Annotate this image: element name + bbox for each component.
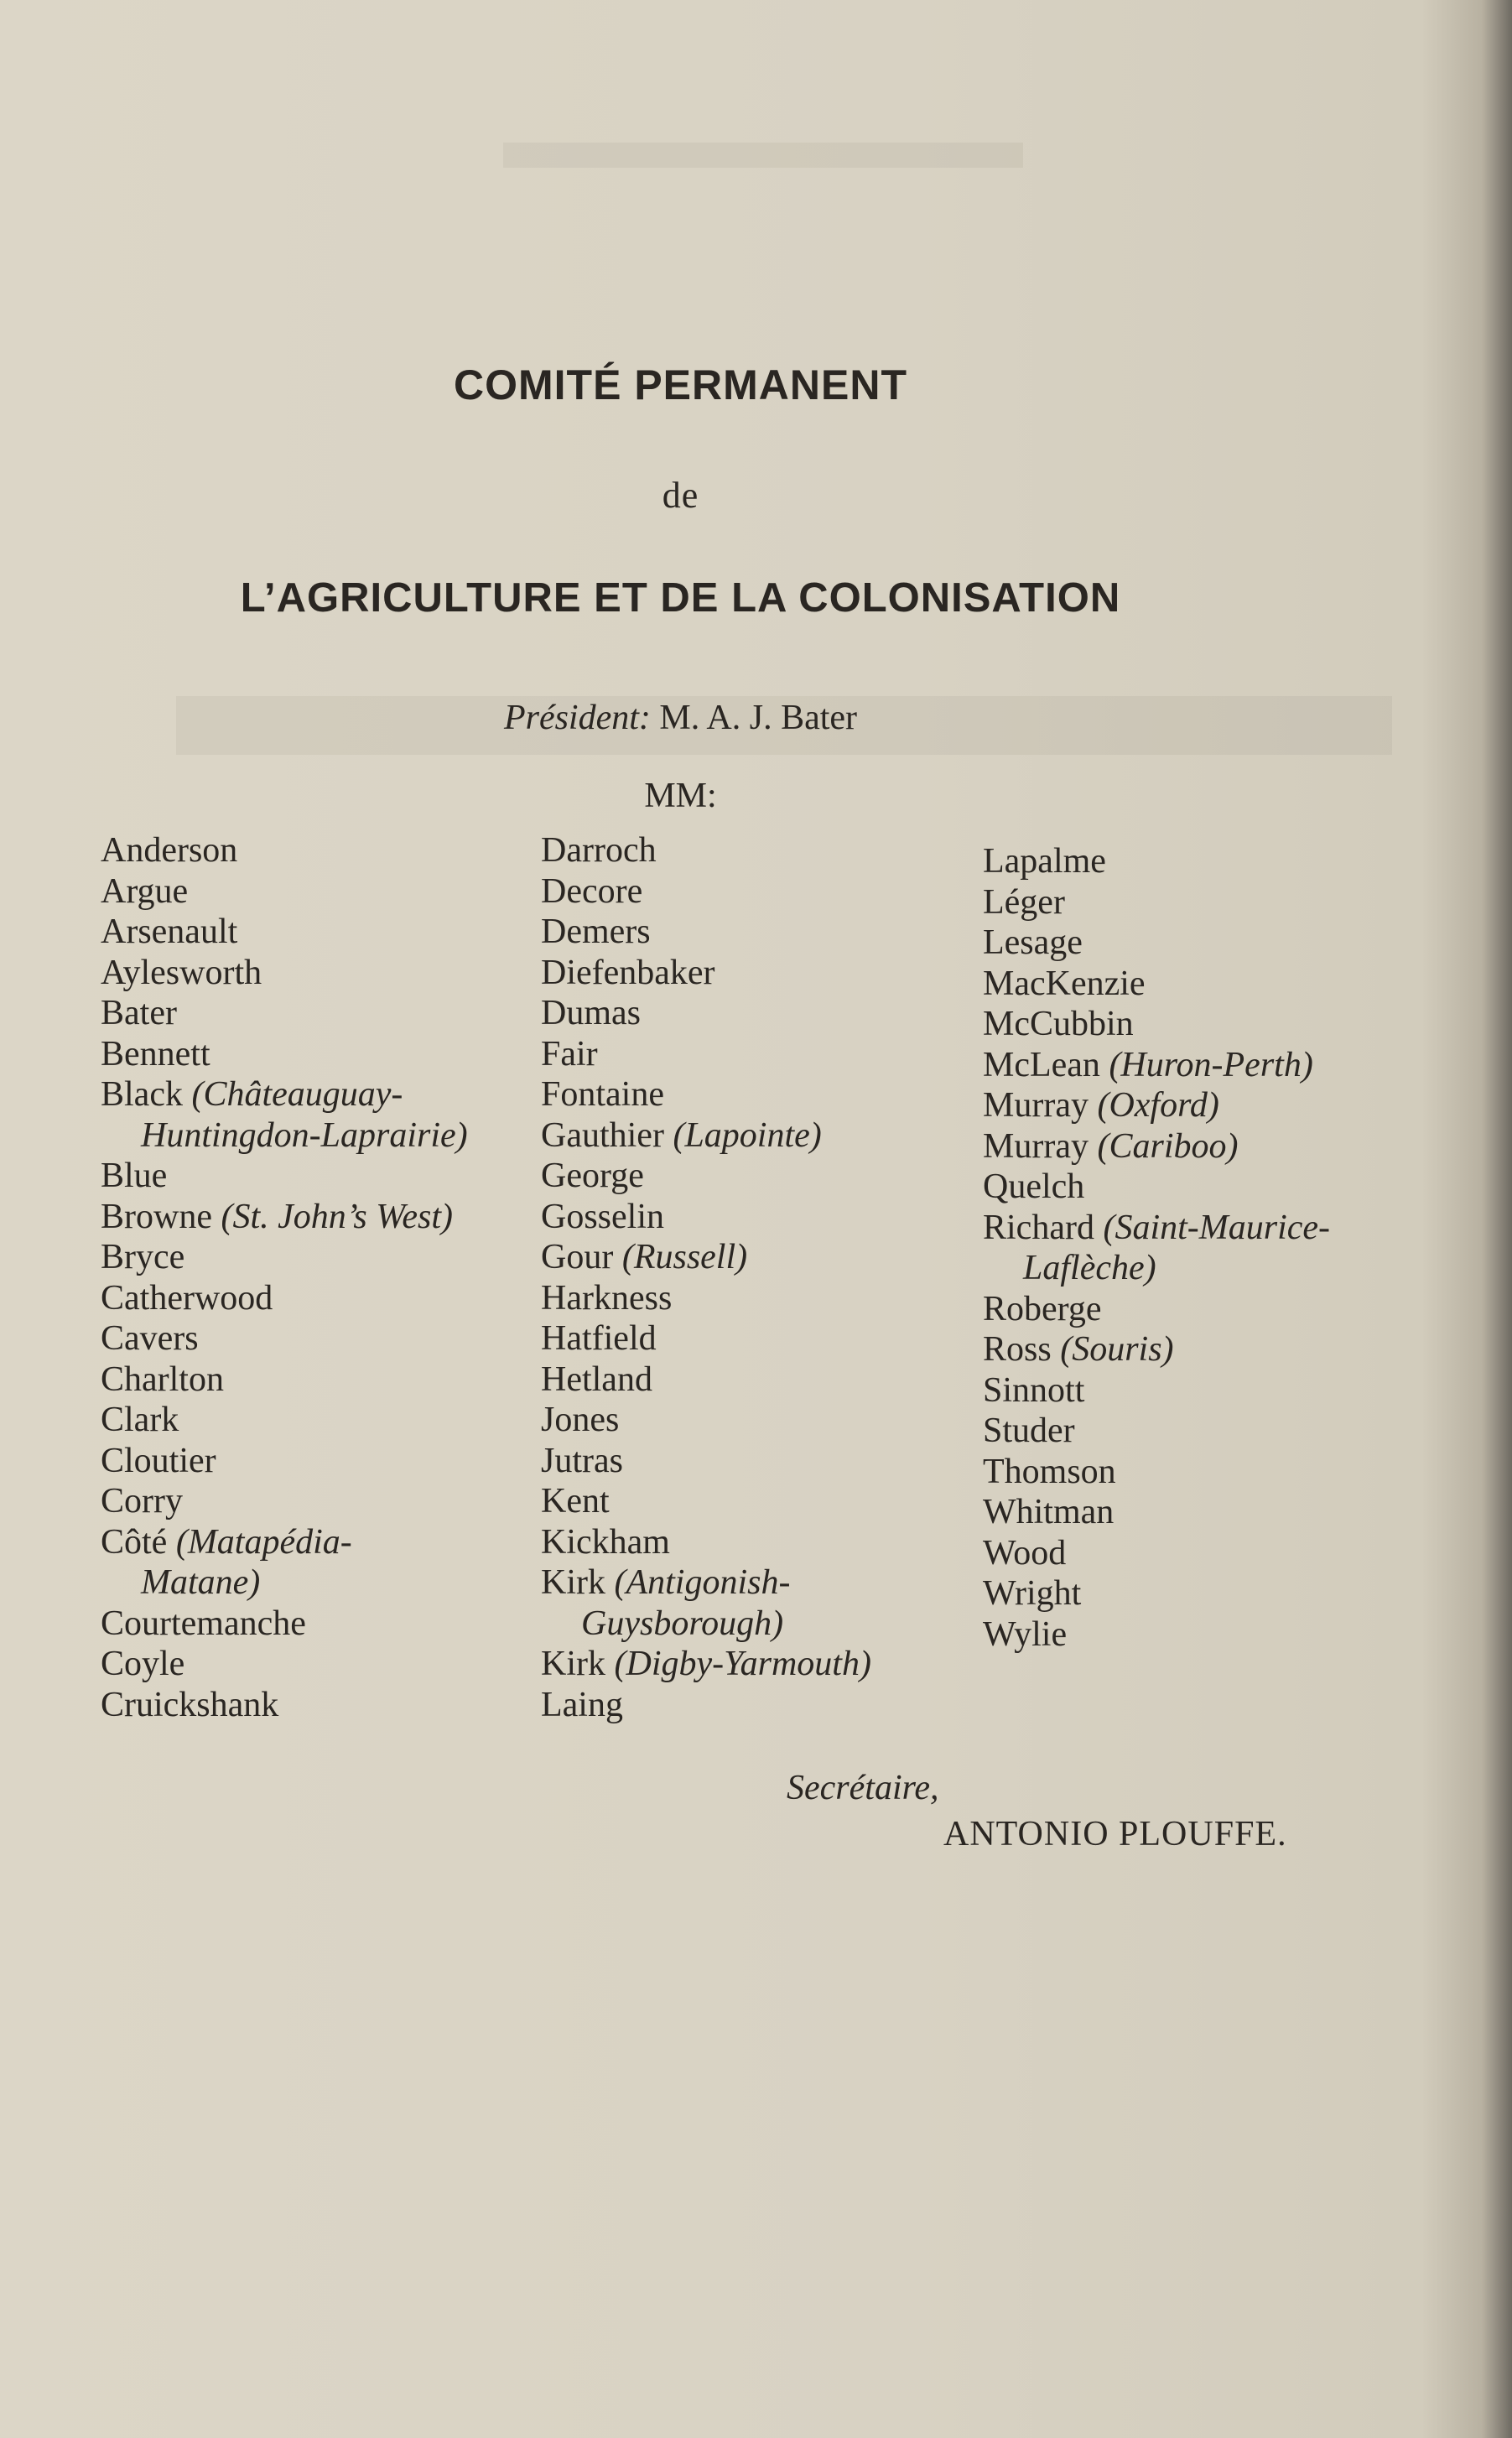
member-row bbox=[983, 882, 1330, 923]
member-row bbox=[101, 1156, 468, 1197]
secretary-name: ANTONIO PLOUFFE. bbox=[943, 1815, 1287, 1853]
member-row bbox=[541, 1034, 871, 1075]
member-row bbox=[983, 1614, 1330, 1656]
member-name: Ross bbox=[983, 1330, 1052, 1369]
member-name: Decore bbox=[541, 871, 643, 911]
member-row bbox=[541, 1278, 871, 1319]
member-row bbox=[101, 1115, 468, 1157]
member-name: McCubbin bbox=[983, 1005, 1134, 1043]
member-row bbox=[541, 1441, 871, 1482]
members-column-3 bbox=[983, 841, 1330, 1655]
member-row bbox=[101, 1074, 468, 1115]
member-name: Léger bbox=[983, 882, 1065, 922]
member-name: Blue bbox=[101, 1157, 168, 1195]
member-name: Cruickshank bbox=[101, 1685, 279, 1724]
member-name: Coyle bbox=[101, 1645, 185, 1683]
president-name: M. A. J. Bater bbox=[659, 699, 858, 737]
member-name: George bbox=[541, 1157, 644, 1195]
member-name: Diefenbaker bbox=[541, 953, 715, 992]
member-row bbox=[983, 1004, 1330, 1045]
member-name: Kirk bbox=[541, 1563, 605, 1602]
member-riding: (Russell) bbox=[621, 1238, 748, 1276]
member-name: Lapalme bbox=[983, 842, 1106, 881]
member-name: Côté bbox=[101, 1522, 168, 1562]
president-label: Président: bbox=[503, 699, 651, 737]
member-row bbox=[101, 1562, 468, 1604]
member-row bbox=[541, 830, 871, 871]
member-row bbox=[541, 871, 871, 912]
member-name: Studer bbox=[983, 1411, 1075, 1450]
member-name: Wright bbox=[983, 1574, 1082, 1613]
member-row bbox=[983, 1167, 1330, 1208]
member-riding: (Huron-Perth) bbox=[1109, 1045, 1313, 1084]
committee-title: COMITÉ PERMANENT bbox=[454, 361, 907, 408]
member-riding: (Saint-Maurice- bbox=[1103, 1208, 1331, 1247]
member-name: Fair bbox=[541, 1034, 598, 1073]
member-row bbox=[101, 1441, 468, 1482]
member-name: Hatfield bbox=[541, 1319, 657, 1358]
member-name: Gauthier bbox=[541, 1115, 664, 1155]
member-name: Corry bbox=[101, 1482, 183, 1521]
member-row bbox=[101, 830, 468, 871]
member-row bbox=[541, 1522, 871, 1563]
member-row bbox=[101, 1197, 468, 1238]
member-name: Aylesworth bbox=[101, 953, 262, 992]
member-name: MacKenzie bbox=[983, 964, 1146, 1003]
committee-subtitle: L’AGRICULTURE ET DE LA COLONISATION bbox=[240, 575, 1121, 621]
member-name: Sinnott bbox=[983, 1370, 1085, 1410]
member-name: Bryce bbox=[101, 1238, 185, 1276]
member-name: Catherwood bbox=[101, 1278, 273, 1318]
member-row bbox=[101, 912, 468, 953]
member-name: Lesage bbox=[983, 923, 1083, 962]
member-name: Murray bbox=[983, 1086, 1089, 1125]
secretary-label: Secrétaire, bbox=[787, 1769, 939, 1807]
member-name: Whitman bbox=[983, 1493, 1115, 1531]
member-row bbox=[101, 1604, 468, 1645]
member-name: Arsenault bbox=[101, 912, 238, 951]
member-riding: (Oxford) bbox=[1097, 1086, 1219, 1125]
members-label: MM: bbox=[644, 777, 717, 815]
member-name: Black bbox=[101, 1075, 183, 1114]
member-row bbox=[541, 1318, 871, 1359]
member-row bbox=[541, 1644, 871, 1685]
member-name: Clark bbox=[101, 1401, 179, 1439]
member-row bbox=[541, 1562, 871, 1604]
member-row bbox=[541, 912, 871, 953]
member-name: Richard bbox=[983, 1208, 1094, 1247]
member-riding: (St. John’s West) bbox=[221, 1197, 453, 1236]
member-name: Harkness bbox=[541, 1278, 673, 1318]
member-row bbox=[983, 1492, 1330, 1533]
member-riding: (Souris) bbox=[1060, 1330, 1174, 1369]
members-column-2 bbox=[541, 830, 871, 1725]
member-row bbox=[983, 1085, 1330, 1126]
member-row bbox=[101, 1034, 468, 1075]
member-name: Kickham bbox=[541, 1522, 670, 1562]
member-row bbox=[983, 1045, 1330, 1086]
member-row bbox=[541, 1359, 871, 1401]
member-name: Courtemanche bbox=[101, 1604, 306, 1643]
title-connector: de bbox=[662, 475, 699, 516]
member-row bbox=[101, 1359, 468, 1401]
member-row bbox=[101, 953, 468, 994]
member-row bbox=[983, 1452, 1330, 1493]
member-row bbox=[541, 1237, 871, 1278]
member-row bbox=[101, 871, 468, 912]
member-row bbox=[101, 1685, 468, 1726]
member-name: Kent bbox=[541, 1482, 610, 1521]
member-riding: Guysborough) bbox=[581, 1604, 784, 1643]
member-row bbox=[541, 1074, 871, 1115]
member-row bbox=[101, 1237, 468, 1278]
member-row bbox=[983, 923, 1330, 964]
member-name: Jones bbox=[541, 1401, 620, 1439]
member-name: Laing bbox=[541, 1685, 623, 1724]
member-name: Gour bbox=[541, 1238, 614, 1276]
member-row bbox=[983, 1329, 1330, 1370]
member-name: Hetland bbox=[541, 1359, 652, 1399]
member-row bbox=[983, 1533, 1330, 1574]
member-row bbox=[541, 1156, 871, 1197]
member-row bbox=[541, 1604, 871, 1645]
member-riding: (Lapointe) bbox=[673, 1115, 822, 1155]
member-name: Bennett bbox=[101, 1034, 210, 1073]
member-row bbox=[983, 1370, 1330, 1411]
member-row bbox=[983, 1289, 1330, 1330]
member-riding: (Antigonish- bbox=[614, 1563, 791, 1602]
member-row bbox=[101, 993, 468, 1034]
member-riding: (Matapédia- bbox=[175, 1522, 352, 1562]
member-name: Darroch bbox=[541, 831, 657, 870]
member-row bbox=[983, 1411, 1330, 1452]
member-name: Fontaine bbox=[541, 1075, 664, 1114]
member-row bbox=[983, 1573, 1330, 1614]
member-row bbox=[983, 841, 1330, 882]
member-name: Argue bbox=[101, 871, 189, 911]
member-name: Jutras bbox=[541, 1441, 623, 1480]
member-riding: (Digby-Yarmouth) bbox=[614, 1645, 871, 1683]
member-name: Cavers bbox=[101, 1319, 199, 1358]
member-row bbox=[541, 993, 871, 1034]
member-name: Charlton bbox=[101, 1359, 224, 1399]
member-row bbox=[101, 1318, 468, 1359]
member-row bbox=[541, 1400, 871, 1441]
president-line bbox=[0, 698, 1437, 738]
member-name: Kirk bbox=[541, 1645, 605, 1683]
member-name: Dumas bbox=[541, 994, 641, 1032]
member-row bbox=[983, 964, 1330, 1005]
member-name: McLean bbox=[983, 1045, 1100, 1084]
member-row bbox=[101, 1522, 468, 1563]
member-name: Browne bbox=[101, 1197, 212, 1236]
member-row bbox=[101, 1400, 468, 1441]
member-row bbox=[541, 1197, 871, 1238]
member-name: Anderson bbox=[101, 831, 238, 870]
member-row bbox=[983, 1208, 1330, 1249]
member-riding: (Cariboo) bbox=[1097, 1126, 1239, 1166]
member-riding: Laflèche) bbox=[1023, 1249, 1156, 1287]
member-name: Quelch bbox=[983, 1167, 1085, 1206]
member-riding: Huntingdon-Laprairie) bbox=[141, 1115, 468, 1155]
member-name: Wood bbox=[983, 1533, 1067, 1572]
member-name: Cloutier bbox=[101, 1441, 216, 1480]
member-name: Gosselin bbox=[541, 1197, 664, 1236]
member-riding: (Châteauguay- bbox=[191, 1075, 403, 1114]
member-row bbox=[983, 1126, 1330, 1167]
member-name: Bater bbox=[101, 994, 177, 1032]
member-row bbox=[541, 1115, 871, 1157]
member-row bbox=[101, 1644, 468, 1685]
member-riding: Matane) bbox=[141, 1563, 261, 1602]
member-name: Murray bbox=[983, 1126, 1089, 1166]
member-name: Wylie bbox=[983, 1614, 1068, 1654]
member-row bbox=[101, 1481, 468, 1522]
member-row bbox=[541, 1685, 871, 1726]
member-row bbox=[101, 1278, 468, 1319]
member-name: Roberge bbox=[983, 1289, 1102, 1328]
member-name: Demers bbox=[541, 912, 651, 951]
member-row bbox=[983, 1248, 1330, 1289]
member-row bbox=[541, 953, 871, 994]
members-column-1 bbox=[101, 830, 468, 1725]
member-name: Thomson bbox=[983, 1452, 1116, 1491]
member-row bbox=[541, 1481, 871, 1522]
